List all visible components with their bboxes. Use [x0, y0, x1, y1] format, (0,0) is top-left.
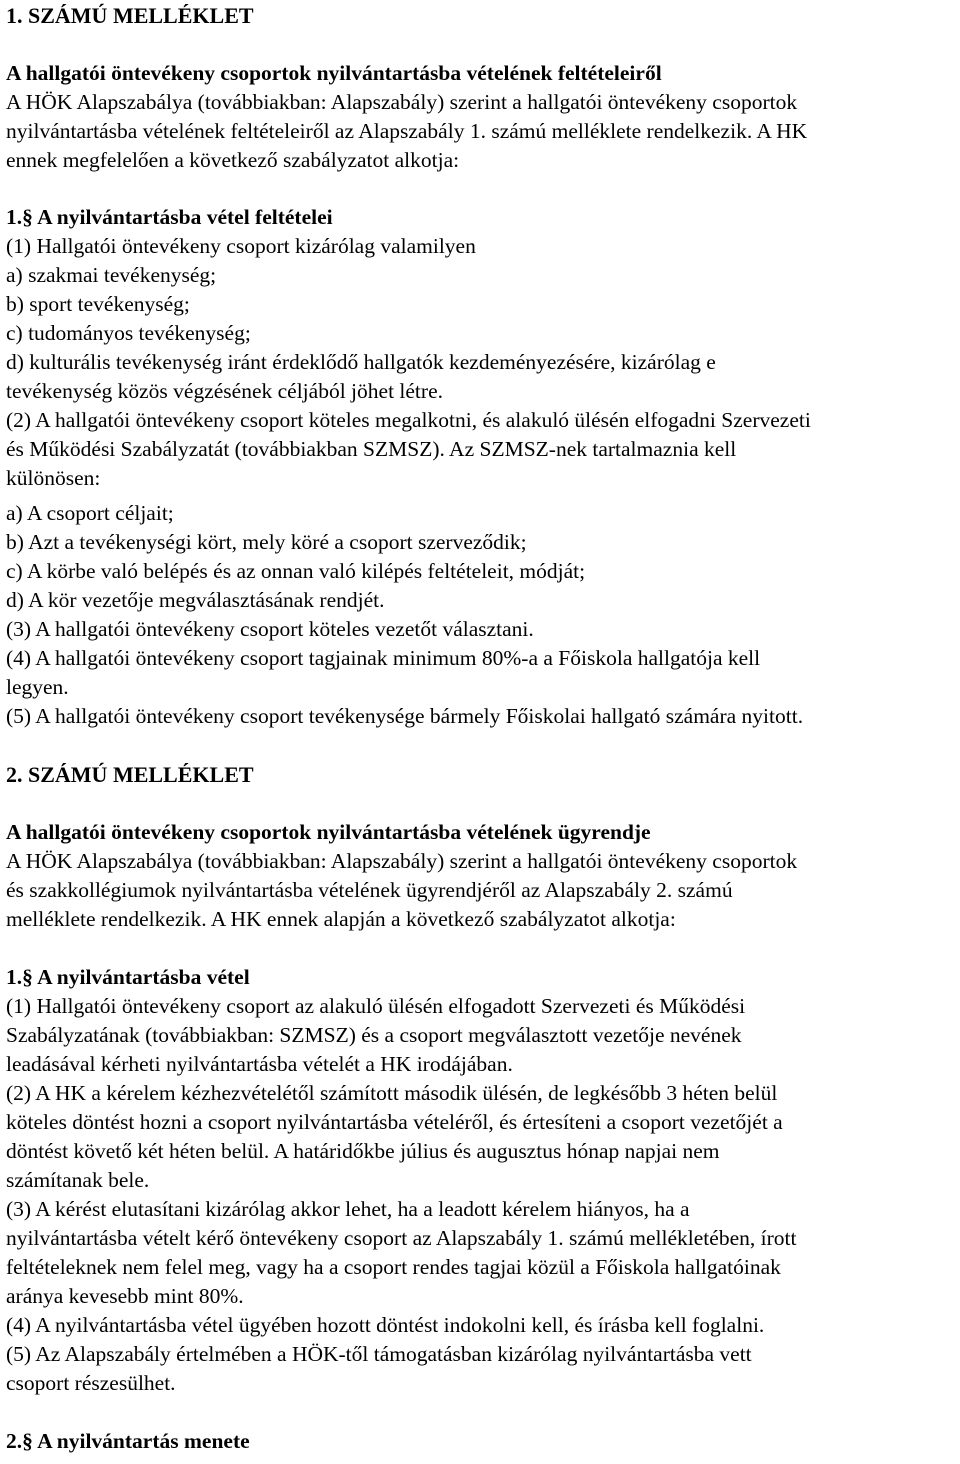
annex2-section1-line: (3) A kérést elutasítani kizárólag akkor lehet, ha a leadott kérelem hiányos, ha a: [6, 1197, 690, 1221]
annex1-section1-line: b) sport tevékenység;: [6, 292, 190, 316]
annex1-section1-line: legyen.: [6, 675, 69, 699]
annex1-intro-line: ennek megfelelően a következő szabályzatot alkotja:: [6, 148, 460, 172]
annex2-section1-line: (1) Hallgatói öntevékeny csoport az alakuló ülésén elfogadott Szervezeti és Működési: [6, 994, 746, 1018]
annex1-section1-line: (1) Hallgatói öntevékeny csoport kizárólag valamilyen: [6, 234, 476, 258]
annex2-section2-heading: 2.§ A nyilvántartás menete: [6, 1429, 250, 1453]
annex1-title: 1. SZÁMÚ MELLÉKLET: [6, 3, 254, 28]
annex2-intro-line: melléklete rendelkezik. A HK ennek alapján a következő szabályzatot alkotja:: [6, 907, 676, 931]
annex1-section1-line: különösen:: [6, 466, 101, 490]
annex2-section1-line: csoport részesülhet.: [6, 1371, 176, 1395]
annex2-section1-line: köteles döntést hozni a csoport nyilvántartásba vételéről, és értesíteni a csoport vezetőjét a: [6, 1110, 783, 1134]
annex2-section1-line: döntést követő két héten belül. A határidőkbe július és augusztus hónap napjai nem: [6, 1139, 720, 1163]
annex1-intro-line: nyilvántartásba vételének feltételeiről az Alapszabály 1. számú melléklete rendelkezik. A HK: [6, 119, 808, 143]
annex2-section1-line: számítanak bele.: [6, 1168, 150, 1192]
annex2-section1-line: (5) Az Alapszabály értelmében a HÖK-től támogatásban kizárólag nyilvántartásba vett: [6, 1342, 752, 1366]
annex2-title: 2. SZÁMÚ MELLÉKLET: [6, 762, 254, 787]
annex1-section1-line: c) tudományos tevékenység;: [6, 321, 251, 345]
annex1-section1-line: (3) A hallgatói öntevékeny csoport köteles vezetőt választani.: [6, 617, 534, 641]
annex1-section1-line: d) A kör vezetője megválasztásának rendjét.: [6, 588, 385, 612]
annex1-section1-line: d) kulturális tevékenység iránt érdeklődő hallgatók kezdeményezésére, kizárólag e: [6, 350, 716, 374]
annex2-section1-line: nyilvántartásba vételt kérő öntevékeny csoport az Alapszabály 1. számú mellékletében, írott: [6, 1226, 797, 1250]
annex2-subtitle: A hallgatói öntevékeny csoportok nyilvántartásba vételének ügyrendje: [6, 820, 651, 844]
annex2-section1-line: leadásával kérheti nyilvántartásba vételét a HK irodájában.: [6, 1052, 513, 1076]
annex2-intro-line: A HÖK Alapszabálya (továbbiakban: Alapszabály) szerint a hallgatói öntevékeny csoportok: [6, 849, 798, 873]
annex2-section1-heading: 1.§ A nyilvántartásba vétel: [6, 965, 250, 989]
annex2-section1-line: aránya kevesebb mint 80%.: [6, 1284, 244, 1308]
annex1-section1-heading: 1.§ A nyilvántartásba vétel feltételei: [6, 205, 333, 229]
annex1-section1-line: a) A csoport céljait;: [6, 501, 174, 525]
annex1-intro-line: A HÖK Alapszabálya (továbbiakban: Alapszabály) szerint a hallgatói öntevékeny csoportok: [6, 90, 798, 114]
annex1-section1-line: (5) A hallgatói öntevékeny csoport tevékenysége bármely Főiskolai hallgató számára nyitott.: [6, 704, 804, 728]
annex1-section1-line: (2) A hallgatói öntevékeny csoport köteles megalkotni, és alakuló ülésén elfogadni Szervezeti: [6, 408, 811, 432]
annex1-section1-line: és Működési Szabályzatát (továbbiakban SZMSZ). Az SZMSZ-nek tartalmaznia kell: [6, 437, 737, 461]
annex2-section1-line: Szabályzatának (továbbiakban: SZMSZ) és a csoport megválasztott vezetője nevének: [6, 1023, 742, 1047]
annex1-section1-line: (4) A hallgatói öntevékeny csoport tagjainak minimum 80%-a a Főiskola hallgatója kell: [6, 646, 761, 670]
annex1-section1-line: b) Azt a tevékenységi kört, mely köré a csoport szerveződik;: [6, 530, 527, 554]
annex2-section1-line: feltételeknek nem felel meg, vagy ha a csoport rendes tagjai közül a Főiskola hallgatóinak: [6, 1255, 781, 1279]
annex1-section1-line: tevékenység közös végzésének céljából jöhet létre.: [6, 379, 443, 403]
annex2-intro-line: és szakkollégiumok nyilvántartásba vételének ügyrendjéről az Alapszabály 2. számú: [6, 878, 733, 902]
annex1-section1-line: a) szakmai tevékenység;: [6, 263, 217, 287]
annex2-section1-line: (2) A HK a kérelem kézhezvételétől számított második ülésén, de legkésőbb 3 héten belül: [6, 1081, 778, 1105]
annex1-subtitle: A hallgatói öntevékeny csoportok nyilvántartásba vételének feltételeiről: [6, 61, 662, 85]
annex2-section1-line: (4) A nyilvántartásba vétel ügyében hozott döntést indokolni kell, és írásba kell foglalni.: [6, 1313, 765, 1337]
annex1-section1-line: c) A körbe való belépés és az onnan való kilépés feltételeit, módját;: [6, 559, 586, 583]
